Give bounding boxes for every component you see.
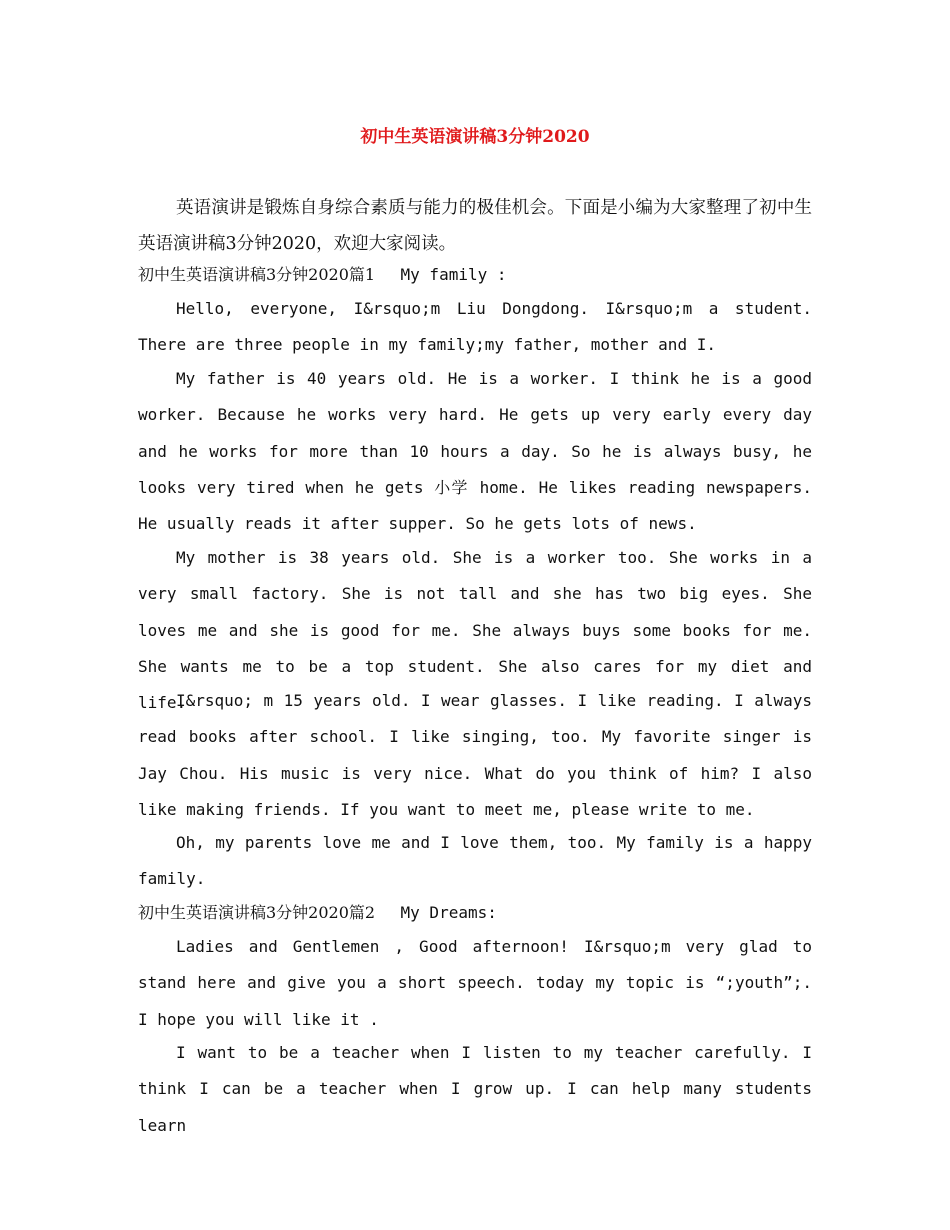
- paragraph: My father is 40 years old. He is a worker. I think he is a good worker. Because he works very hard. He gets up very early every day and he works for more than 10 hours a day. So he is always busy, he looks very tired when he gets 小学 home. He likes reading newspapers. He usually reads it after supper. So he gets lots of news.: [138, 369, 812, 534]
- paragraph: I want to be a teacher when I listen to my teacher carefully. I think I can be a teacher when I grow up. I can help many students learn: [138, 1043, 812, 1135]
- paragraph: Oh, my parents love me and I love them, too. My family is a happy family.: [138, 833, 812, 889]
- section-1-heading-cn: 初中生英语演讲稿3分钟2020篇1: [138, 265, 376, 284]
- paragraph: I&rsquo; m 15 years old. I wear glasses. I like reading. I always read books after school. I like singing, too. My favorite singer is Jay Chou. His music is very nice. What do you think of him? I also like making friends. If you want to meet me, please write to me.: [138, 691, 812, 819]
- paragraph: Hello, everyone, I&rsquo;m Liu Dongdong. I&rsquo;m a student. There are three people in my family;my father, mother and I.: [138, 299, 812, 355]
- section-2-heading: [138, 900, 497, 923]
- section-2-heading-cn: 初中生英语演讲稿3分钟2020篇2: [138, 903, 376, 922]
- intro-paragraph: 英语演讲是锻炼自身综合素质与能力的极佳机会。下面是小编为大家整理了初中生英语演讲稿3分钟2020，欢迎大家阅读。: [138, 198, 812, 254]
- section-1-heading-en: My family :: [400, 265, 507, 284]
- paragraph: Ladies and Gentlemen , Good afternoon! I&rsquo;m very glad to stand here and give you a short speech. today my topic is “;youth”;. I hope you will like it .: [138, 937, 812, 1029]
- section-1-heading: [138, 262, 507, 285]
- section-2-heading-en: My Dreams:: [400, 903, 497, 922]
- paragraph: My mother is 38 years old. She is a worker too. She works in a very small factory. She is not tall and she has two big eyes. She loves me and she is good for me. She always buys some books for me. She wants me to be a top student. She also cares for my diet and life.: [138, 548, 812, 713]
- document-title: 初中生英语演讲稿3分钟2020: [360, 127, 590, 147]
